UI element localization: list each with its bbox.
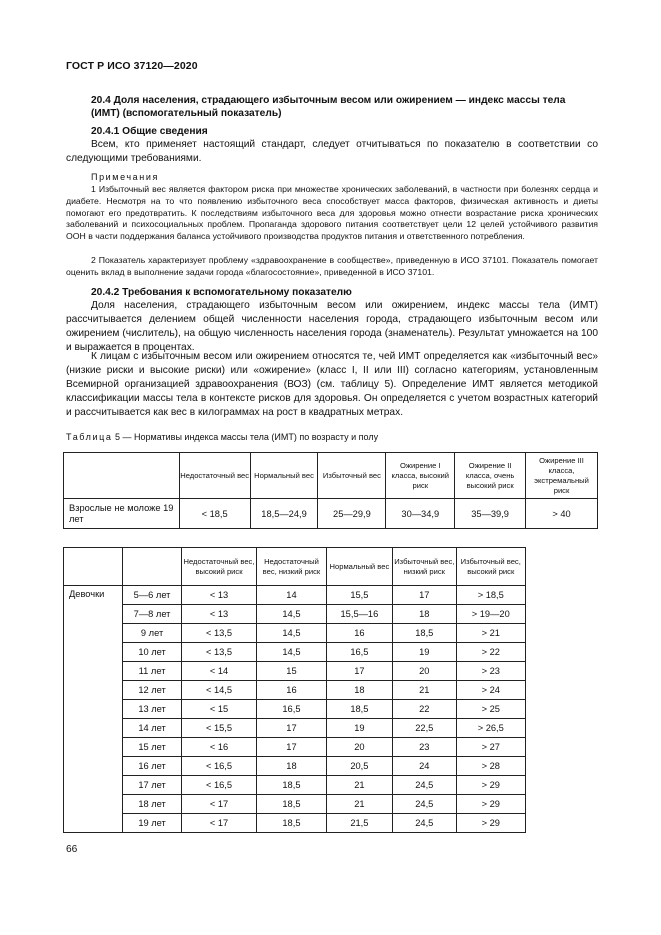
table-cell: 24,5	[393, 776, 456, 795]
table-cell: > 27	[456, 738, 526, 757]
table-cell: 22	[393, 700, 456, 719]
age-cell: 10 лет	[123, 643, 181, 662]
table-cell: > 23	[456, 662, 526, 681]
table-row	[64, 814, 526, 833]
table-cell: 16,5	[257, 700, 326, 719]
table-cell: > 29	[456, 776, 526, 795]
age-cell: 9 лет	[123, 624, 181, 643]
note-2: 2 Показатель характеризует проблему «здравоохранение в сообществе», приведенную в ИСО 37101. Показатель помогает оценить вклад в выполнение задачи города «благосостояние», приведенной в ИСО 37101.	[66, 255, 598, 277]
table-cell: 18,5—24,9	[250, 499, 318, 529]
table-cell: 20	[326, 738, 392, 757]
table-cell: < 13	[181, 586, 256, 605]
age-cell: 18 лет	[123, 795, 181, 814]
group-label: Девочки	[64, 586, 123, 833]
header-cell: Избыточный вес, низкий риск	[393, 548, 456, 586]
age-cell: 17 лет	[123, 776, 181, 795]
age-cell: 16 лет	[123, 757, 181, 776]
table-row	[64, 795, 526, 814]
table-cell: > 26,5	[456, 719, 526, 738]
table-cell: 18	[257, 757, 326, 776]
table-cell: > 29	[456, 814, 526, 833]
table-cell: > 29	[456, 795, 526, 814]
table-cell: 21,5	[326, 814, 392, 833]
table-cell: 18,5	[257, 795, 326, 814]
table-caption	[66, 432, 378, 442]
table-cell: > 22	[456, 643, 526, 662]
girls-table-body	[64, 586, 526, 833]
table-row	[64, 643, 526, 662]
age-cell: 14 лет	[123, 719, 181, 738]
table-cell: 17	[257, 719, 326, 738]
table-cell: 24	[393, 757, 456, 776]
header-cell: Ожирение III класса, экстремальный риск	[526, 453, 598, 499]
table-cell: 22,5	[393, 719, 456, 738]
age-cell: 19 лет	[123, 814, 181, 833]
table-cell: > 18,5	[456, 586, 526, 605]
header-cell: Избыточный вес, высокий риск	[456, 548, 526, 586]
table-cell: > 28	[456, 757, 526, 776]
table-cell: 17	[326, 662, 392, 681]
table-cell: < 13	[181, 605, 256, 624]
table-row	[64, 738, 526, 757]
note-1: 1 Избыточный вес является фактором риска при множестве хронических заболеваний, в частности при болезнях сердца и диабете. Несмотря на то что появлению избыточного веса способствует масса факторов, физическая активность и диеты помогают его предотвратить. К последствиям избыточного веса для здоровья можно отнести возрастание риска хронических заболеваний и психосоциальных проблем. Пропаганда здорового питания соответствует цели 12 целей устойчивого развития ООН в части поддержания баланса устойчивого производства продуктов питания и ответственного потребления.	[66, 184, 598, 242]
table-cell: 24,5	[393, 814, 456, 833]
table-cell: < 18,5	[179, 499, 250, 529]
empty-header-cell	[123, 548, 181, 586]
age-cell: 5—6 лет	[123, 586, 181, 605]
table-cell: 14,5	[257, 643, 326, 662]
table-caption-text: 5 — Нормативы индекса массы тела (ИМТ) по возрасту и полу	[112, 432, 379, 442]
table-row	[64, 700, 526, 719]
header-cell: Недостаточный вес, высокий риск	[181, 548, 256, 586]
table-row	[64, 624, 526, 643]
section-title: 20.4 Доля населения, страдающего избыточным весом или ожирением — индекс массы тела (ИМТ) (вспомогательный показатель)	[91, 95, 566, 119]
table-cell: < 15,5	[181, 719, 256, 738]
table-cell: 18,5	[257, 776, 326, 795]
table-cell: > 21	[456, 624, 526, 643]
table-cell: < 17	[181, 814, 256, 833]
requirements-heading: 20.4.2 Требования к вспомогательному показателю	[91, 287, 352, 298]
table-cell: 20,5	[326, 757, 392, 776]
table-cell: 23	[393, 738, 456, 757]
table-row	[64, 757, 526, 776]
table-cell: 14,5	[257, 605, 326, 624]
table-cell: 24,5	[393, 795, 456, 814]
table-cell: 19	[326, 719, 392, 738]
table-cell: > 19—20	[456, 605, 526, 624]
age-cell: 7—8 лет	[123, 605, 181, 624]
document-header: ГОСТ Р ИСО 37120—2020	[66, 60, 198, 72]
table-caption-label: Таблица	[66, 432, 113, 442]
table-cell: 35—39,9	[455, 499, 526, 529]
header-cell: Недостаточный вес	[179, 453, 250, 499]
header-cell: Нормальный вес	[326, 548, 392, 586]
table-cell: 14	[257, 586, 326, 605]
table-row	[64, 681, 526, 700]
table-header-row	[64, 453, 598, 499]
general-heading: 20.4.1 Общие сведения	[91, 126, 208, 137]
age-cell: 12 лет	[123, 681, 181, 700]
table-cell: < 16	[181, 738, 256, 757]
table-cell: < 16,5	[181, 757, 256, 776]
table-cell: 21	[326, 776, 392, 795]
table-row	[64, 586, 526, 605]
table-cell: 14,5	[257, 624, 326, 643]
table-row	[64, 776, 526, 795]
table-cell: 16,5	[326, 643, 392, 662]
age-cell: 15 лет	[123, 738, 181, 757]
age-cell: 13 лет	[123, 700, 181, 719]
header-cell: Избыточный вес	[318, 453, 386, 499]
table-cell: < 16,5	[181, 776, 256, 795]
table-cell: 18,5	[393, 624, 456, 643]
table-cell: 21	[393, 681, 456, 700]
table-cell: 17	[257, 738, 326, 757]
table-cell: 25—29,9	[318, 499, 386, 529]
header-cell: Ожирение I класса, высокий риск	[386, 453, 455, 499]
table-row	[64, 499, 598, 529]
table-header-row	[64, 548, 526, 586]
table-row	[64, 605, 526, 624]
general-text: Всем, кто применяет настоящий стандарт, следует отчитываться по показателю в соответствии со следующими требованиями.	[66, 139, 598, 164]
table-cell: < 14,5	[181, 681, 256, 700]
table-cell: 16	[257, 681, 326, 700]
empty-header-cell	[64, 453, 180, 499]
requirements-para-1: Доля населения, страдающего избыточным весом или ожирением, индекс массы тела (ИМТ) рассчитывается делением общей численности населения города, страдающего избыточным весом или ожирением (числитель), на общую численность населения города (знаменатель). Результат умножается на 100 и выражается в процентах.	[66, 300, 598, 353]
table-cell: 16	[326, 624, 392, 643]
table-cell: 20	[393, 662, 456, 681]
table-cell: 19	[393, 643, 456, 662]
table-cell: 15	[257, 662, 326, 681]
table-cell: 18	[326, 681, 392, 700]
table-cell: < 13,5	[181, 624, 256, 643]
header-cell: Нормальный вес	[250, 453, 318, 499]
table-cell: 15,5	[326, 586, 392, 605]
row-label: Взрослые не моложе 19 лет	[64, 499, 180, 529]
table-cell: < 13,5	[181, 643, 256, 662]
table-cell: 21	[326, 795, 392, 814]
table-cell: 18,5	[326, 700, 392, 719]
table-cell: > 24	[456, 681, 526, 700]
notes-title: Примечания	[91, 172, 159, 182]
table-cell: 15,5—16	[326, 605, 392, 624]
table-cell: 30—34,9	[386, 499, 455, 529]
table-row	[64, 719, 526, 738]
adult-bmi-table	[63, 452, 598, 529]
girls-bmi-table	[63, 547, 526, 833]
page-number: 66	[66, 844, 78, 855]
age-cell: 11 лет	[123, 662, 181, 681]
requirements-para-2: К лицам с избыточным весом или ожирением относятся те, чей ИМТ определяется как «избыточный вес» (низкие риски и высокие риски) или «ожирение» (класс I, II или III) согласно категориям, установленным Всемирной организацией здравоохранения (ВОЗ) (см. таблицу 5). Определение ИМТ является методикой классификации массы тела в контексте рисков для здоровья. Он определяется с учетом возрастных категорий и рассчитывается как вес в килограммах на рост в квадратных метрах.	[66, 351, 598, 418]
table-cell: < 17	[181, 795, 256, 814]
table-cell: > 40	[526, 499, 598, 529]
header-cell: Недостаточный вес, низкий риск	[257, 548, 326, 586]
table-row	[64, 662, 526, 681]
table-cell: 18,5	[257, 814, 326, 833]
table-cell: 17	[393, 586, 456, 605]
table-cell: < 14	[181, 662, 256, 681]
table-cell: > 25	[456, 700, 526, 719]
table-cell: 18	[393, 605, 456, 624]
header-cell: Ожирение II класса, очень высокий риск	[455, 453, 526, 499]
table-cell: < 15	[181, 700, 256, 719]
empty-header-cell	[64, 548, 123, 586]
